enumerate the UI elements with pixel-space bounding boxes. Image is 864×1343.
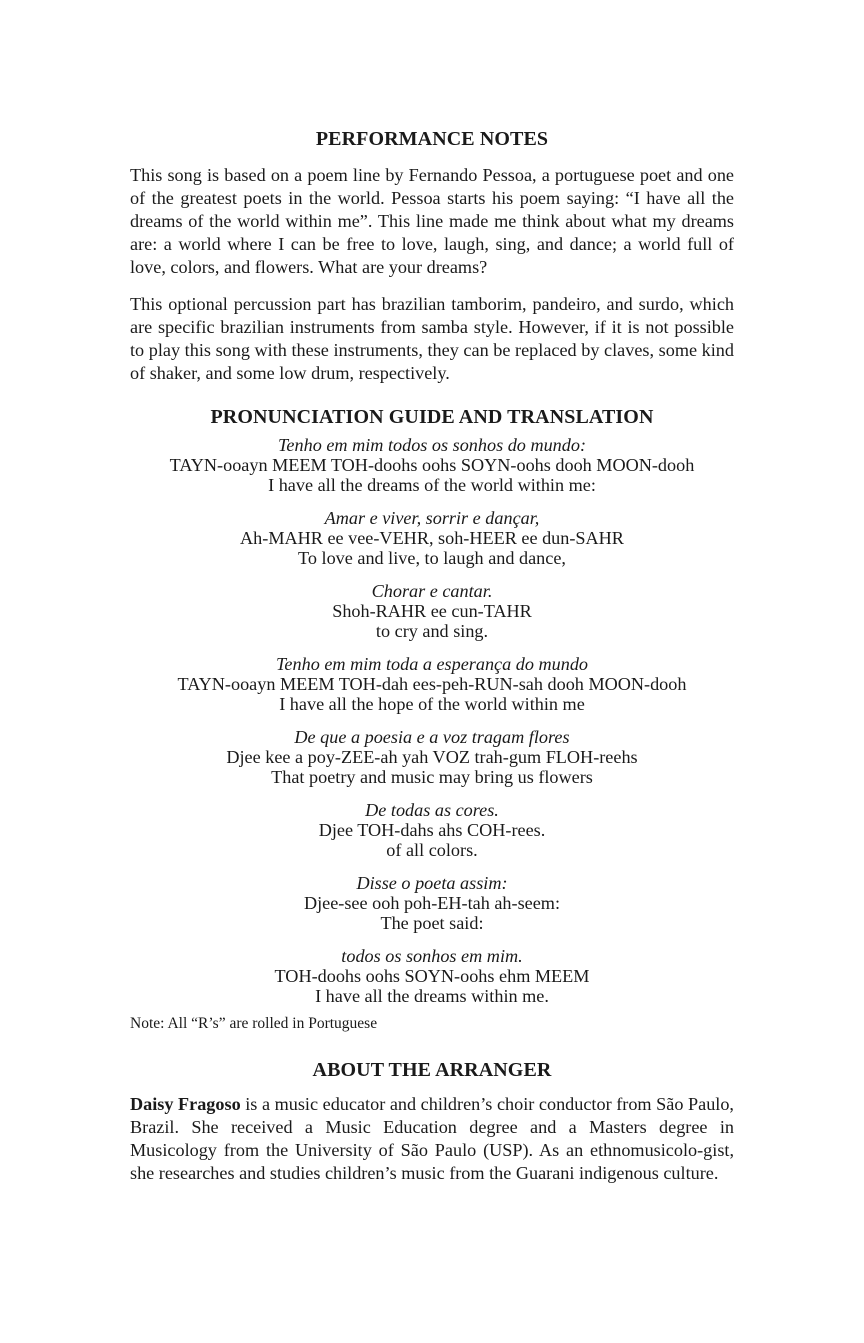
stanza-english: To love and live, to laugh and dance, [298,548,566,568]
stanza-phonetic: Djee-see ooh poh-EH-tah ah-seem: [303,893,561,913]
stanza-phonetic: TAYN-ooayn MEEM TOH-dah ees-peh-RUN-sah dooh MOON-dooh [177,674,687,694]
stanza-phonetic: TOH-doohs oohs SOYN-oohs ehm MEEM [274,966,590,986]
stanza-phonetic: Djee kee a poy-ZEE-ah yah VOZ trah-gum FLOH-reehs [226,747,638,767]
stanza-portuguese: Amar e viver, sorrir e dançar, [324,508,540,528]
document-page [130,126,734,1185]
stanza-english: That poetry and music may bring us flowers [271,767,593,787]
stanza-portuguese: Tenho em mim toda a esperança do mundo [275,654,589,674]
stanza-phonetic: Djee TOH-dahs ahs COH-rees. [318,820,546,840]
stanza-portuguese: Disse o poeta assim: [356,873,508,893]
performance-notes-paragraph-2: This optional percussion part has brazilian tamborim, pandeiro, and surdo, which are specific brazilian instruments from samba style. However, if it is not possible to play this song with these instruments, they can be replaced by claves, some kind of shaker, and some low drum, respectively. [130,294,734,383]
stanza-portuguese: De todas as cores. [365,800,499,820]
stanza [130,581,734,641]
stanza-english: of all colors. [386,840,478,860]
stanza-english: I have all the dreams within me. [315,986,549,1006]
stanza [130,508,734,568]
arranger-bio: is a music educator and children’s choir conductor from São Paulo, Brazil. She received a Music Education degree and a Masters degree in Musicology from the University of São Paulo (USP). As an ethnomusicolo-gist, she researches and studies children’s music from the Guarani indigenous culture. [130,1094,734,1183]
performance-notes-heading: PERFORMANCE NOTES [315,128,549,150]
stanza-english: I have all the dreams of the world within me: [268,475,596,495]
stanza [130,654,734,714]
stanza-english: The poet said: [380,913,484,933]
stanza-phonetic: Ah-MAHR ee vee-VEHR, soh-HEER ee dun-SAHR [240,528,624,548]
stanza-phonetic: TAYN-ooayn MEEM TOH-doohs oohs SOYN-oohs dooh MOON-dooh [169,455,695,475]
stanza-portuguese: Chorar e cantar. [371,581,493,601]
performance-notes-paragraph-1: This song is based on a poem line by Fernando Pessoa, a portuguese poet and one of the greatest poets in the world. Pessoa starts his poem saying: “I have all the dreams of the world within me”. This line made me think about what my dreams are: a world where I can be free to love, laugh, sing, and dance; a world full of love, colors, and flowers. What are your dreams? [130,165,734,277]
pronunciation-note: Note: All “R’s” are rolled in Portuguese [130,1015,378,1032]
stanza [130,727,734,787]
stanza-portuguese: Tenho em mim todos os sonhos do mundo: [277,435,587,455]
stanza [130,800,734,860]
stanza [130,946,734,1006]
stanza-portuguese: todos os sonhos em mim. [341,946,523,966]
stanza-portuguese: De que a poesia e a voz tragam flores [294,727,570,747]
about-arranger-heading: ABOUT THE ARRANGER [312,1059,552,1081]
stanza-english: to cry and sing. [375,621,489,641]
stanza-phonetic: Shoh-RAHR ee cun-TAHR [332,601,532,621]
stanza [130,435,734,495]
pronunciation-heading: PRONUNCIATION GUIDE AND TRANSLATION [210,406,654,428]
pronunciation-stanzas [130,435,734,1006]
about-arranger-paragraph [130,1093,734,1185]
arranger-name: Daisy Fragoso [130,1094,241,1114]
stanza-english: I have all the hope of the world within me [279,694,585,714]
stanza [130,873,734,933]
